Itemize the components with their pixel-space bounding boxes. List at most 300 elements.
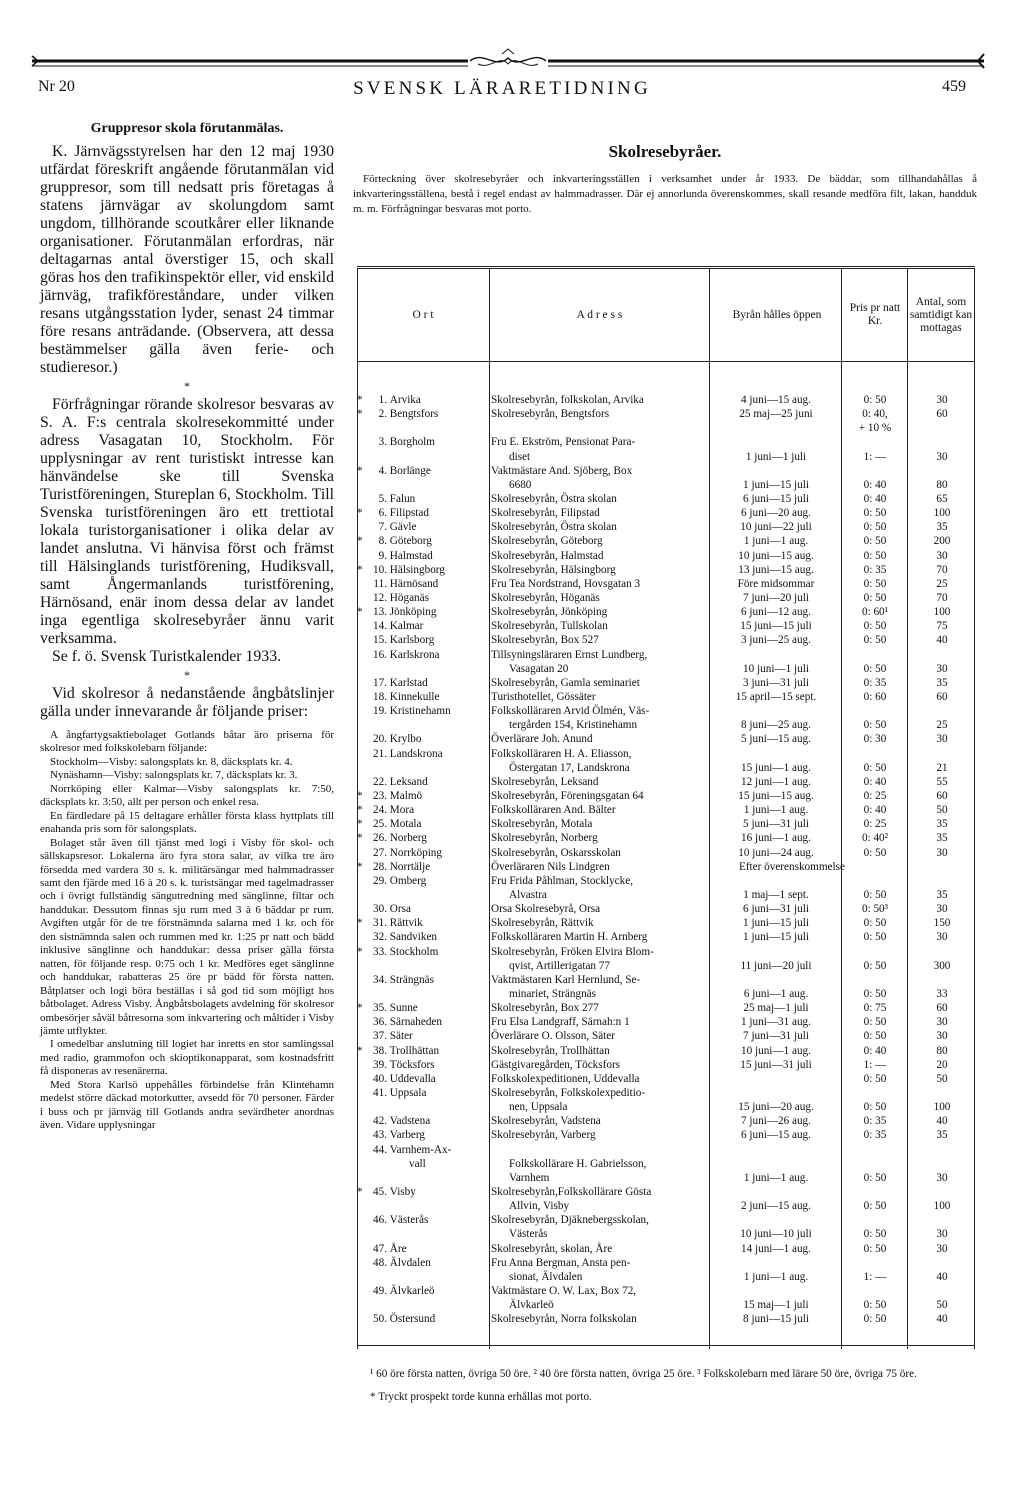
row-number: 42.: [373, 1115, 387, 1128]
address-line: Överlärare Joh. Anund: [491, 733, 593, 746]
row-number: 10.: [373, 563, 387, 576]
cell-price: 0: 40²: [861, 832, 889, 845]
cell-price: 0: 35: [863, 1115, 887, 1128]
place-name: Omberg: [389, 874, 427, 887]
cell-count: 30: [936, 662, 948, 675]
cell-price: 0: 50: [863, 1299, 887, 1312]
cell-ort: [357, 1312, 489, 1326]
cell-ort: [357, 407, 489, 421]
cell-open: 1 maj—1 sept.: [743, 889, 809, 902]
address-line: Skolresebyrån, Östra skolan: [491, 493, 617, 506]
cell-open: 1 juni—15 juli: [743, 931, 809, 944]
place-name: Orsa: [389, 903, 411, 916]
cell-price: 0: 50: [863, 1016, 887, 1029]
cell-open: 12 juni—1 aug.: [741, 775, 811, 788]
address-line: Skolresebyrån, Box 277: [491, 1002, 599, 1015]
table-row: [357, 605, 975, 619]
cell-ort: [357, 902, 489, 916]
cell-adress: [491, 619, 709, 633]
table-row: [357, 1256, 975, 1284]
cell-open: 1 juni—1 aug.: [743, 535, 809, 548]
cell-adress: [491, 435, 709, 463]
cell-count: 100: [933, 606, 951, 619]
cell-ort: [357, 732, 489, 746]
small-paragraph: A ångfartygsaktiebolaget Gotlands båtar äro priserna för skolresor med folkskolebarn följande:: [40, 729, 334, 755]
place-name: Gävle: [389, 521, 417, 534]
cell-adress: [491, 1185, 709, 1213]
table-row: [357, 619, 975, 633]
cell-count: 35: [936, 889, 948, 902]
cell-count: 30: [936, 931, 948, 944]
asterisk-mark: *: [357, 535, 363, 548]
cell-ort: [357, 435, 489, 449]
place-name: Kristinehamn: [389, 705, 451, 718]
cell-adress: [491, 605, 709, 619]
address-line: Skolresebyrån, Rättvik: [491, 917, 594, 930]
row-number: 1.: [378, 394, 387, 406]
cell-open: 15 april—15 sept.: [735, 691, 817, 704]
address-line: 6680: [509, 478, 532, 491]
address-line: Älvkarleö: [509, 1299, 554, 1312]
cell-price-extra: + 10 %: [858, 422, 892, 435]
small-paragraph: I omedelbar anslutning till logiet har inretts en stor samlingssal med radio, grammofon och skioptikonapparat, som kostnadsfritt få disponeras av resenärerna.: [40, 1038, 334, 1078]
table-row: [357, 789, 975, 803]
table-row: [357, 1072, 975, 1086]
asterisk-mark: *: [357, 507, 363, 520]
cell-adress: [491, 704, 709, 732]
cell-price: 0: 50: [863, 394, 887, 406]
cell-open: 1 juni—1 aug.: [743, 1270, 809, 1283]
cell-open: 7 juni—20 juli: [743, 592, 809, 605]
cell-price: 0: 50: [863, 846, 887, 859]
cell-count: 35: [936, 521, 948, 534]
address-line: Skolresebyrån, Föreningsgatan 64: [491, 790, 644, 803]
cell-count: 80: [936, 478, 948, 491]
cell-price: 0: 50: [863, 634, 887, 647]
table-row: [357, 902, 975, 916]
cell-ort: [357, 1128, 489, 1142]
row-number: 5.: [378, 493, 387, 506]
cell-price: 0: 75: [863, 1002, 887, 1015]
cell-ort: [357, 549, 489, 563]
table-row: [357, 1143, 975, 1185]
place-name: Visby: [389, 1186, 416, 1199]
place-name: Mora: [389, 804, 415, 817]
cell-open: 14 juni—1 aug.: [741, 1242, 811, 1255]
cell-ort: [357, 1242, 489, 1256]
journal-title: SVENSK LÄRARETIDNING: [353, 78, 651, 99]
footnotes: [358, 1366, 976, 1406]
cell-ort: [357, 860, 489, 874]
table-row: [357, 435, 975, 463]
cell-adress: [491, 1143, 709, 1185]
table-row: [357, 690, 975, 704]
place-name: Malmö: [389, 790, 423, 803]
cell-open: 2 juni—15 aug.: [741, 1200, 811, 1213]
cell-ort: [357, 464, 489, 478]
cell-open: 15 juni—1 aug.: [741, 761, 811, 774]
cell-count: 300: [933, 959, 951, 972]
row-number: 30.: [373, 903, 387, 916]
cell-ort: [357, 973, 489, 987]
cell-adress: [491, 775, 709, 789]
cell-adress: [491, 930, 709, 944]
cell-open: 6 juni—31 juli: [743, 903, 809, 916]
table-row: [357, 732, 975, 746]
row-number: 45.: [373, 1186, 387, 1199]
section-title: Skolresebyråer.: [608, 142, 722, 161]
cell-adress: [491, 591, 709, 605]
cell-price: 1: —: [863, 450, 887, 463]
issue-number: Nr 20: [38, 78, 75, 95]
place-name: Borgholm: [389, 436, 435, 449]
cell-price: 0: 50: [863, 1101, 887, 1114]
cell-open: Före midsommar: [737, 577, 815, 590]
row-number: 3.: [378, 436, 387, 449]
asterisk-mark: *: [357, 917, 363, 930]
cell-price: 0: 35: [863, 676, 887, 689]
place-name: Östersund: [389, 1313, 436, 1326]
cell-ort: [357, 817, 489, 831]
cell-open: 4 juni—15 aug.: [741, 394, 811, 406]
cell-count: 100: [933, 1200, 951, 1213]
asterisk-mark: *: [357, 464, 363, 477]
cell-adress: [491, 916, 709, 930]
cell-price: 0: 40: [863, 1044, 887, 1057]
table-row: [357, 1015, 975, 1029]
paragraph: Vid skolresor å nedanstående ångbåtslinjer gälla under innevarande år följande priser:: [40, 685, 334, 720]
paragraph: Förfrågningar rörande skolresor besvaras av S. A. F:s centrala skolresekommitté under adress Vasagatan 10, Stockholm. För upplysningar av rent turistiskt intresse kan hänvändelse ske till Svenska Turistföreningen, Stureplan 6, Stockholm. Till Svenska turistföreningen äro ett trettiotal lokala turistorganisationer i olika delar av landet anslutna. Vi hänvisa först och främst till Hälsinglands turistförening, Hudiksvall, samt Ångermanlands turistförening, Härnösand, enär inom dessa delar av landet inga egentliga skolresebyråer ännu varit verksamma.: [40, 396, 334, 647]
small-paragraph: Norrköping eller Kalmar—Visby salongsplats kr. 7:50, däcksplats kr. 3:50, allt per person och enkel resa.: [40, 782, 334, 809]
place-name: Älvdalen: [389, 1256, 431, 1269]
row-number: 22.: [373, 775, 387, 788]
row-number: 21.: [373, 747, 387, 760]
place-name: Älvkarleö: [389, 1285, 435, 1298]
cell-open: 10 juni—1 juli: [743, 662, 809, 675]
cell-ort: [357, 1072, 489, 1086]
address-line: Skolresebyrån, Varberg: [491, 1129, 596, 1142]
cell-price: 0: 60¹: [861, 606, 889, 619]
table-row: [357, 846, 975, 860]
cell-open: 10 juni—22 juli: [740, 521, 812, 534]
cell-open: 25 maj—1 juli: [743, 1002, 809, 1015]
cell-open: 1 juni—15 juli: [743, 917, 809, 930]
table-row: [357, 860, 975, 874]
cell-ort: [357, 690, 489, 704]
address-line: tergården 154, Kristinehamn: [509, 719, 638, 732]
cell-open: 5 juni—31 juli: [743, 818, 809, 831]
small-paragraph: Stockholm—Visby: salongsplats kr. 8, däcksplats kr. 4.: [50, 755, 293, 768]
address-line: Skolresebyrån, Vadstena: [491, 1115, 601, 1128]
cell-count: 80: [936, 1044, 948, 1057]
cell-price: 0: 30: [863, 733, 887, 746]
cell-ort: [357, 945, 489, 959]
column-header-adress: A d r e s s: [576, 308, 623, 321]
cell-price: 0: 50³: [861, 903, 889, 916]
cell-open: 6 juni—15 aug.: [741, 1129, 811, 1142]
cell-count: 30: [936, 549, 948, 562]
row-number: 17.: [373, 676, 387, 689]
place-name: Varberg: [389, 1129, 426, 1142]
footnote-star: * Tryckt prospekt torde kunna erhållas mot porto.: [370, 1391, 592, 1403]
cell-open: 6 juni—15 juli: [743, 493, 809, 506]
right-column: [353, 118, 977, 218]
row-number: 47.: [373, 1242, 387, 1255]
table-row: [357, 549, 975, 563]
table-row: [357, 1058, 975, 1072]
cell-ort: [357, 1213, 489, 1227]
place-name: Kinnekulle: [389, 691, 440, 704]
row-number: 39.: [373, 1058, 387, 1071]
table-row: [357, 831, 975, 845]
cell-adress: [491, 803, 709, 817]
place-name: Karlstad: [389, 676, 428, 689]
address-line: Skolresebyrån, Oskarsskolan: [491, 846, 621, 859]
cell-open: 8 juni—15 juli: [743, 1313, 809, 1326]
cell-adress: [491, 945, 709, 973]
asterisk-mark: *: [357, 1044, 363, 1057]
cell-open: 7 juni—31 juli: [743, 1030, 809, 1043]
row-number: 32.: [373, 931, 387, 944]
table-row: [357, 916, 975, 930]
cell-ort: [357, 492, 489, 506]
cell-price: 0: 25: [863, 790, 887, 803]
cell-adress: [491, 973, 709, 1001]
table-row: [357, 1001, 975, 1015]
left-column: [40, 118, 334, 1133]
row-number: 28.: [373, 860, 387, 873]
table-row: [357, 973, 975, 1001]
paragraph: Se f. ö. Svensk Turistkalender 1933.: [52, 648, 282, 665]
cell-open: 16 juni—1 aug.: [741, 832, 811, 845]
cell-ort: [357, 1114, 489, 1128]
place-name: Göteborg: [389, 535, 432, 548]
address-line: qvist, Artillerigatan 77: [509, 959, 610, 972]
cell-open: 5 juni—15 aug.: [741, 733, 811, 746]
table-row: [357, 534, 975, 548]
row-number: 33.: [373, 945, 387, 958]
cell-adress: [491, 1058, 709, 1072]
asterisk-mark: *: [357, 832, 363, 845]
cell-open: 7 juni—26 aug.: [741, 1115, 811, 1128]
address-line: diset: [509, 450, 531, 463]
place-name: Strängnäs: [389, 973, 434, 986]
address-line: Tillsyningsläraren Ernst Lundberg,: [491, 648, 648, 661]
cell-count: 30: [936, 1242, 948, 1255]
cell-count: 35: [936, 676, 948, 689]
cell-count: 35: [936, 1129, 948, 1142]
cell-adress: [491, 1072, 709, 1086]
cell-ort: [357, 633, 489, 647]
table-row: [357, 648, 975, 676]
address-line: Folkskolläraren And. Bälter: [491, 804, 616, 817]
table-row: [357, 577, 975, 591]
cell-open: Efter överenskommelse: [739, 860, 845, 873]
cell-count: 60: [936, 408, 948, 421]
cell-ort: [357, 577, 489, 591]
table-row: [357, 407, 975, 435]
address-line: Vaktmästaren Karl Hernlund, Se-: [491, 973, 641, 986]
row-number: 16.: [373, 648, 387, 661]
place-name: Karlsborg: [389, 634, 435, 647]
cell-open: 10 juni—15 aug.: [738, 549, 814, 562]
column-header-ort: O r t: [412, 308, 434, 321]
asterisk-mark: *: [357, 804, 363, 817]
cell-price: 0: 50: [863, 507, 887, 520]
cell-adress: [491, 902, 709, 916]
table-row: [357, 1213, 975, 1241]
cell-ort: [357, 1001, 489, 1015]
address-line: nen, Uppsala: [509, 1101, 568, 1114]
cell-open: 1 juni—1 juli: [745, 450, 807, 463]
asterisk-mark: *: [357, 1186, 363, 1199]
cell-open: 10 juni—10 juli: [740, 1228, 812, 1241]
cell-open: 8 juni—25 aug.: [741, 719, 811, 732]
cell-count: 30: [936, 846, 948, 859]
place-name: Bengtsfors: [389, 408, 439, 421]
cell-ort: [357, 775, 489, 789]
address-line: Skolresebyrån, Leksand: [491, 775, 599, 788]
cell-adress: [491, 1029, 709, 1043]
address-line: Skolresebyrån, Box 527: [491, 634, 599, 647]
row-number: 19.: [373, 705, 387, 718]
row-number: 18.: [373, 691, 387, 704]
cell-adress: [491, 732, 709, 746]
place-name: Falun: [389, 493, 416, 506]
cell-adress: [491, 1213, 709, 1241]
cell-open: 6 juni—12 aug.: [741, 606, 811, 619]
table-row: [357, 930, 975, 944]
table-row: [357, 676, 975, 690]
cell-price: 0: 50: [863, 1072, 887, 1085]
cell-ort: [357, 563, 489, 577]
cell-price: 0: 50: [863, 620, 887, 633]
cell-price: 0: 50: [863, 988, 887, 1001]
cell-ort: [357, 846, 489, 860]
row-number: 11.: [373, 577, 387, 590]
row-number: 20.: [373, 733, 387, 746]
cell-count: 100: [933, 507, 951, 520]
cell-price: 0: 50: [863, 959, 887, 972]
address-line: Skolresebyrån, Trollhättan: [491, 1044, 610, 1057]
cell-count: 40: [936, 1115, 948, 1128]
cell-adress: [491, 874, 709, 902]
cell-count: 150: [933, 917, 951, 930]
asterisk-mark: *: [357, 818, 363, 831]
table-body: [357, 393, 975, 1327]
table-row: [357, 1312, 975, 1326]
address-line: Skolresebyrån, Motala: [491, 818, 593, 831]
column-header-open: Byrån hålles öppen: [732, 308, 822, 321]
cell-adress: [491, 492, 709, 506]
cell-ort: [357, 831, 489, 845]
cell-open: 10 juni—1 aug.: [741, 1044, 811, 1057]
cell-price: 0: 50: [863, 521, 887, 534]
cell-ort: [357, 605, 489, 619]
cell-price: 0: 50: [863, 1242, 887, 1255]
address-line: Skolresebyrån, Halmstad: [491, 549, 604, 562]
place-name: Uppsala: [389, 1087, 427, 1100]
place-name: Töcksfors: [389, 1058, 435, 1071]
asterisk-mark: *: [357, 790, 363, 803]
address-line: Överläraren Nils Lindgren: [491, 860, 610, 873]
cell-count: 40: [936, 1313, 948, 1326]
address-line: Folkskolläraren H. A. Eliasson,: [491, 747, 632, 760]
row-number: 6.: [378, 507, 387, 520]
row-number: 41.: [373, 1087, 387, 1100]
cell-open: 3 juni—25 aug.: [741, 634, 811, 647]
cell-open: 15 juni—20 aug.: [738, 1101, 814, 1114]
cell-count: 30: [936, 1016, 948, 1029]
cell-open: 15 juni—15 aug.: [738, 790, 814, 803]
cell-price: 1: —: [863, 1058, 887, 1071]
address-line: Skolresebyrån, Norberg: [491, 832, 598, 845]
cell-adress: [491, 506, 709, 520]
cell-open: 15 juni—15 juli: [740, 620, 812, 633]
row-number: 36.: [373, 1016, 387, 1029]
cell-ort: [357, 789, 489, 803]
address-line: Skolresebyrån,Folkskollärare Gösta: [491, 1186, 652, 1199]
cell-open: 6 juni—20 aug.: [741, 507, 811, 520]
address-line: Skolresebyrån, Tullskolan: [491, 620, 608, 633]
cell-count: 60: [936, 691, 948, 704]
row-number: 35.: [373, 1002, 387, 1015]
cell-open: 1 juni—1 aug.: [743, 1171, 809, 1184]
cell-ort: [357, 1143, 489, 1171]
row-number: 44.: [373, 1143, 387, 1156]
place-name: Hälsingborg: [389, 563, 445, 576]
cell-count: 60: [936, 1002, 948, 1015]
address-line: Skolresebyrån, Östra skolan: [491, 521, 617, 534]
cell-count: 40: [936, 634, 948, 647]
cell-price: 0: 50: [863, 662, 887, 675]
cell-adress: [491, 817, 709, 831]
cell-price: 0: 35: [863, 1129, 887, 1142]
table-row: [357, 1242, 975, 1256]
cell-price: 0: 40,: [862, 408, 888, 421]
intro-paragraph: Förteckning över skolresebyråer och inkvarteringsställen i verksamhet under år 1933. De bäddar, som tillhandahållas å inkvarteringsställena, bestå i regel endast av halmmadrasser. Där ej annorlunda överenskommes, skall resande medföra filt, lakan, handduk m. m. Förfrågningar besvaras mot porto.: [353, 173, 977, 216]
cell-ort: [357, 1015, 489, 1029]
table-row: [357, 506, 975, 520]
cell-count: 30: [936, 1228, 948, 1241]
table-row: [357, 1284, 975, 1312]
cell-ort: [357, 534, 489, 548]
cell-count: 30: [936, 903, 948, 916]
row-number: 37.: [373, 1030, 387, 1043]
table-row: [357, 1029, 975, 1043]
table-row: [357, 803, 975, 817]
address-line: Skolresebyrån, Jönköping: [491, 606, 608, 619]
cell-count: 60: [936, 790, 948, 803]
table-row: [357, 1185, 975, 1213]
cell-adress: [491, 393, 709, 407]
small-paragraph: Nynäshamn—Visby: salongsplats kr. 7, däcksplats kr. 3.: [50, 769, 298, 782]
asterisk-mark: *: [357, 408, 363, 421]
cell-count: 21: [936, 761, 948, 774]
table-row: [357, 1128, 975, 1142]
cell-count: 30: [936, 1030, 948, 1043]
cell-adress: [491, 831, 709, 845]
place-name: Trollhättan: [389, 1044, 440, 1057]
place-name-continued: vall: [409, 1157, 426, 1170]
place-name: Särnaheden: [389, 1016, 442, 1029]
cell-open: 1 juni—31 aug.: [741, 1016, 811, 1029]
cell-price: 0: 50: [863, 577, 887, 590]
cell-price: 0: 50: [863, 1030, 887, 1043]
column-header-price: Pris pr natt Kr.: [849, 302, 901, 327]
cell-price: 0: 60: [863, 691, 887, 704]
cell-count: 30: [936, 733, 948, 746]
